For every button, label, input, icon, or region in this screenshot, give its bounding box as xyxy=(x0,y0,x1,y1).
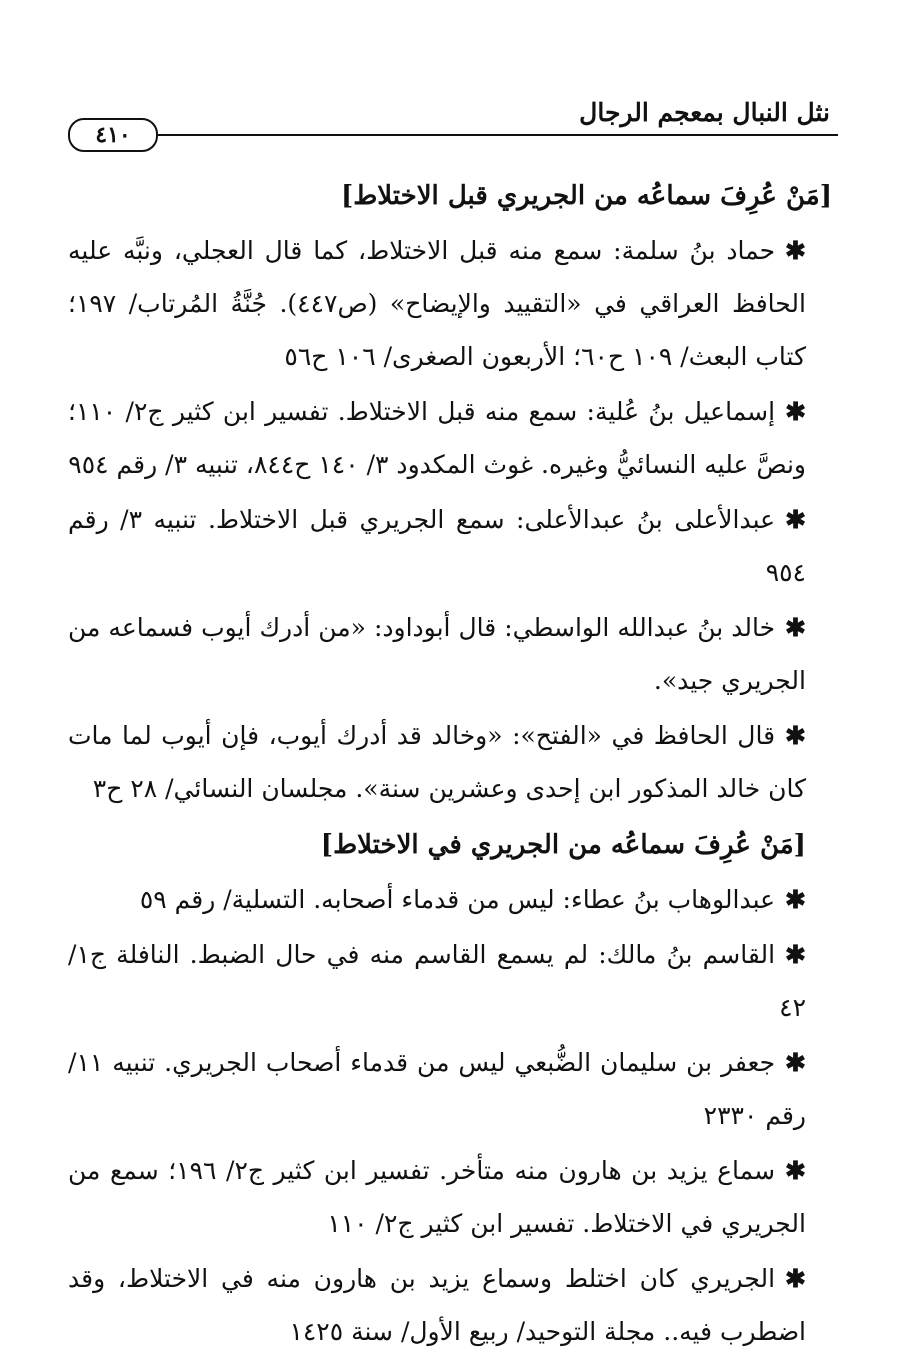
entry-text: إسماعيل بنُ عُلية: سمع منه قبل الاختلاط. تفسير ابن كثير ج٢/ ١١٠؛ ونصَّ عليه النسائيُّ وغيره. غوث المكدود ٣/ ١٤٠ ح٨٤٤، تنبيه ٣/ رقم ٩٥٤ xyxy=(68,397,806,479)
page-header xyxy=(68,96,838,156)
bullet-star-icon: ✱ xyxy=(785,236,806,265)
entry-text: قال الحافظ في «الفتح»: «وخالد قد أدرك أيوب، فإن أيوب لما مات كان خالد المذكور ابن إحدى وعشرين سنة». مجلسان النسائي/ ٢٨ ح٣ xyxy=(68,721,806,803)
entry-yazid xyxy=(68,1144,838,1250)
entry-qasim xyxy=(68,928,838,1034)
entry-ismail xyxy=(68,385,838,491)
header-rule xyxy=(68,134,838,136)
entry-text: خالد بنُ عبدالله الواسطي: قال أبوداود: «من أدرك أيوب فسماعه من الجريري جيد». xyxy=(68,613,806,695)
entry-jariri xyxy=(68,1252,838,1358)
page-content xyxy=(68,168,838,1360)
bullet-star-icon: ✱ xyxy=(785,885,806,914)
entry-text: القاسم بنُ مالك: لم يسمع القاسم منه في حال الضبط. النافلة ج١/ ٤٢ xyxy=(68,940,806,1022)
entry-text: حماد بنُ سلمة: سمع منه قبل الاختلاط، كما قال العجلي، ونبَّه عليه الحافظ العراقي في «التقييد والإيضاح» (ص٤٤٧). جُنَّةُ المُرتاب/ ١٩٧؛ كتاب البعث/ ١٠٩ ح٦٠؛ الأربعون الصغرى/ ١٠٦ ح٥٦ xyxy=(68,236,806,371)
bullet-star-icon: ✱ xyxy=(785,1264,806,1293)
bullet-star-icon: ✱ xyxy=(785,613,806,642)
entry-jafar xyxy=(68,1036,838,1142)
entry-hafiz-fath xyxy=(68,709,838,815)
bullet-star-icon: ✱ xyxy=(785,1156,806,1185)
entry-khalid xyxy=(68,601,838,707)
entry-hammad xyxy=(68,224,838,383)
bullet-star-icon: ✱ xyxy=(785,940,806,969)
entry-text: الجريري كان اختلط وسماع يزيد بن هارون منه في الاختلاط، وقد اضطرب فيه.. مجلة التوحيد/ ربيع الأول/ سنة ١٤٢٥ xyxy=(68,1264,806,1346)
bullet-star-icon: ✱ xyxy=(785,1048,806,1077)
entry-abdulwahhab xyxy=(68,873,838,926)
bullet-star-icon: ✱ xyxy=(785,721,806,750)
page-number: ٤١٠ xyxy=(68,118,158,152)
bullet-star-icon: ✱ xyxy=(785,397,807,426)
running-title: نثل النبال بمعجم الرجال xyxy=(579,98,830,127)
entry-text: جعفر بن سليمان الضُّبعي ليس من قدماء أصحاب الجريري. تنبيه ١١/ رقم ٢٣٣٠ xyxy=(68,1048,806,1130)
entry-text: عبدالأعلى بنُ عبدالأعلى: سمع الجريري قبل الاختلاط. تنبيه ٣/ رقم ٩٥٤ xyxy=(68,505,806,587)
section-heading-during-confusion: [مَنْ عُرِفَ سماعُه من الجريري في الاختلاط] xyxy=(320,830,806,860)
section-heading-before-confusion: [مَنْ عُرِفَ سماعُه من الجريري قبل الاختلاط] xyxy=(340,181,832,211)
entry-text: عبدالوهاب بنُ عطاء: ليس من قدماء أصحابه. التسلية/ رقم ٥٩ xyxy=(139,885,776,914)
entry-text: سماع يزيد بن هارون منه متأخر. تفسير ابن كثير ج٢/ ١٩٦؛ سمع من الجريري في الاختلاط. تفسير ابن كثير ج٢/ ١١٠ xyxy=(68,1156,806,1238)
entry-abdulala xyxy=(68,493,838,599)
bullet-star-icon: ✱ xyxy=(785,505,807,534)
